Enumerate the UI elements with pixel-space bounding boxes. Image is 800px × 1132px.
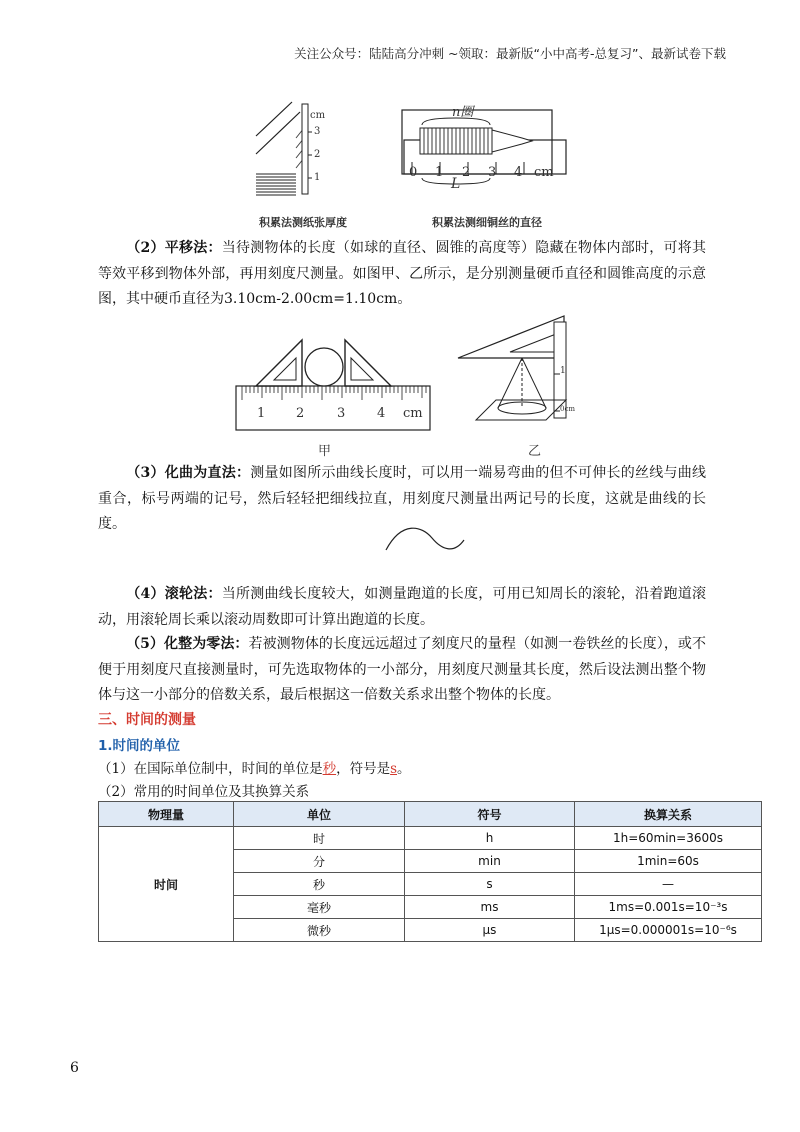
fig3-caption-jia: 甲 [318, 444, 332, 459]
fig2-tick-2: 2 [462, 165, 471, 180]
header-conversion: 换算关系 [575, 802, 762, 827]
fig2-L-label: L [451, 176, 461, 192]
cell-unit: 时 [234, 827, 405, 850]
wire-coil-ruler-figure [400, 100, 570, 200]
para5-text: 若被测物体的长度远远超过了刻度尺的量程（如测一卷铁丝的长度），或不便于用刻度尺直接测量时，可先选取物体的一小部分，用刻度尺测量其长度，然后设法测出整个物体与这一小部分的倍数关系，最后根据这一倍数关系求出整个物体的长度。 [98, 636, 706, 703]
cell-unit: 毫秒 [234, 896, 405, 919]
cell-unit: 分 [234, 850, 405, 873]
fig3r-tick-1: 1 [560, 366, 566, 376]
fig2-n-label: n圈 [452, 105, 474, 120]
para2-text: 当待测物体的长度（如球的直径、圆锥的高度等）隐藏在物体内部时，可将其等效平移到物体外部，再用刻度尺测量。如图甲、乙所示，是分别测量硬币直径和圆锥高度的示意图，其中硬币直径为3.10cm-2.00cm=1.10cm。 [98, 240, 706, 307]
cell-unit: 秒 [234, 873, 405, 896]
page-header: 关注公众号：陆陆高分冲刺 ~领取：最新版“小中高考-总复习”、最新试卷下载 [294, 46, 726, 61]
fig3-tick-3: 3 [337, 406, 346, 421]
cell-symbol: μs [405, 919, 575, 942]
cell-quantity: 时间 [99, 827, 234, 942]
table-row [99, 827, 762, 850]
para2-label: （2）平移法： [126, 240, 222, 256]
fig3-tick-4: 4 [377, 406, 386, 421]
page-number: 6 [70, 1060, 79, 1076]
line-common-units: （2）常用的时间单位及其换算关系 [98, 784, 310, 800]
cell-symbol: h [405, 827, 575, 850]
para5-label: （5）化整为零法： [126, 636, 249, 652]
cell-conversion: 1ms=0.001s=10⁻³s [575, 896, 762, 919]
fig2-caption: 积累法测细铜丝的直径 [432, 216, 542, 229]
fig3-tick-1: 1 [257, 406, 266, 421]
line1-mid: ，符号是 [336, 761, 391, 777]
fig2-tick-4: 4 [514, 165, 523, 180]
cell-unit: 微秒 [234, 919, 405, 942]
fig3r-tick-0: 0cm [560, 405, 576, 413]
fig3-caption-yi: 乙 [528, 444, 542, 459]
fig1-caption: 积累法测纸张厚度 [259, 216, 347, 229]
cell-conversion: — [575, 873, 762, 896]
fig2-tick-1: 1 [435, 165, 444, 180]
cell-conversion: 1h=60min=3600s [575, 827, 762, 850]
fig1-cm-label: cm [310, 110, 326, 121]
cell-conversion: 1min=60s [575, 850, 762, 873]
para-wheel-method [98, 582, 706, 633]
fig1-tick-2: 2 [314, 149, 321, 160]
fig1-tick-1: 1 [314, 172, 321, 183]
para-translation-method [98, 236, 706, 313]
fig3-tick-2: 2 [296, 406, 305, 421]
line1-post: 。 [397, 761, 411, 777]
line1-pre: （1）在国际单位制中，时间的单位是 [98, 761, 323, 777]
subheading-time-unit: 1.时间的单位 [98, 738, 181, 754]
section-heading-time: 三、时间的测量 [98, 712, 196, 728]
answer-second: 秒 [322, 761, 337, 777]
para4-text: 当所测曲线长度较大，如测量跑道的长度，可用已知周长的滚轮，沿着跑道滚动，用滚轮周长乘以滚动周数即可计算出跑道的长度。 [98, 586, 706, 628]
cell-symbol: ms [405, 896, 575, 919]
header-quantity: 物理量 [99, 802, 234, 827]
cell-symbol: min [405, 850, 575, 873]
table-header-row [99, 802, 762, 827]
fig1-tick-3: 3 [314, 126, 321, 137]
fig2-tick-0: 0 [409, 165, 418, 180]
curve-figure [384, 524, 468, 554]
cell-conversion: 1μs=0.000001s=10⁻⁶s [575, 919, 762, 942]
cell-symbol: s [405, 873, 575, 896]
para-whole-to-part [98, 632, 706, 709]
answer-symbol: s [390, 761, 398, 777]
header-symbol: 符号 [405, 802, 575, 827]
fig2-unit: cm [534, 165, 554, 180]
fig2-tick-3: 3 [488, 165, 497, 180]
line-si-unit [98, 757, 411, 777]
para3-text: 测量如图所示曲线长度时，可以用一端易弯曲的但不可伸长的丝线与曲线重合，标号两端的记号，然后轻轻把细线拉直，用刻度尺测量出两记号的长度，这就是曲线的长度。 [98, 465, 706, 532]
para4-label: （4）滚轮法： [126, 586, 222, 602]
para3-label: （3）化曲为直法： [126, 465, 251, 481]
fig3-unit: cm [403, 406, 423, 421]
header-unit: 单位 [234, 802, 405, 827]
time-units-table [98, 801, 762, 942]
